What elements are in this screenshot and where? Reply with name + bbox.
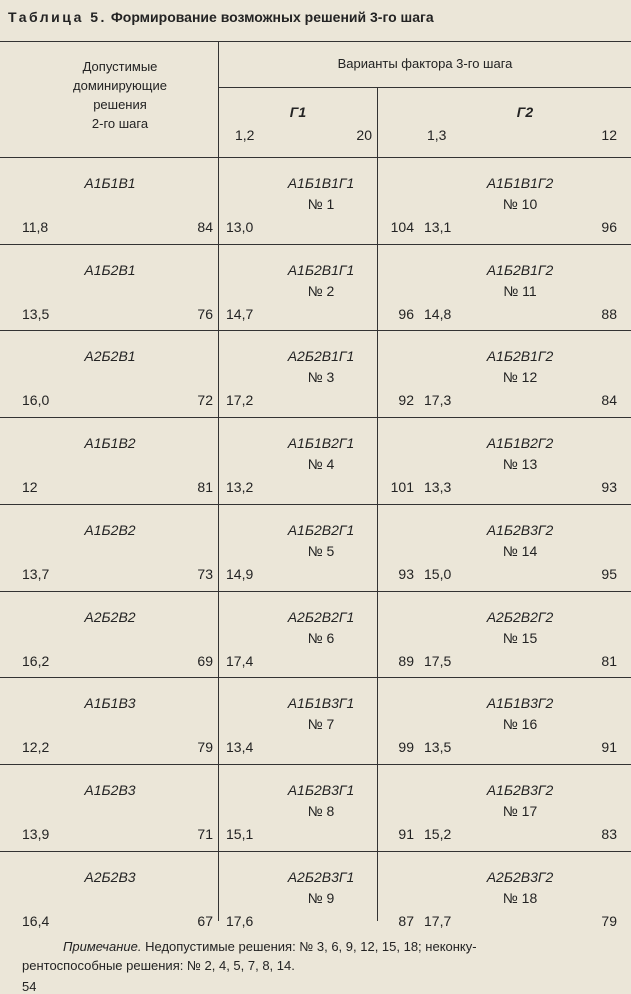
g2-combination-number: № 12 bbox=[502, 369, 538, 385]
g1-low: 17,6 bbox=[226, 913, 254, 929]
g2-combination-number: № 15 bbox=[502, 630, 538, 646]
solution-high: 73 bbox=[197, 566, 213, 582]
row-divider bbox=[0, 244, 631, 245]
header-bottom-rule bbox=[0, 157, 631, 158]
g1-combination-name: А1Б2В1Г1 bbox=[287, 262, 355, 278]
solution-high: 84 bbox=[197, 219, 213, 235]
g2-combination-name: А2Б2В3Г2 bbox=[486, 869, 554, 885]
g2-combination-name: А1Б1В2Г2 bbox=[486, 435, 554, 451]
g2-combination-number: № 18 bbox=[502, 890, 538, 906]
g2-high: 95 bbox=[601, 566, 617, 582]
table-top-rule bbox=[0, 41, 631, 42]
g1-combination-number: № 2 bbox=[307, 283, 335, 299]
g2-high: 81 bbox=[601, 653, 617, 669]
g1-high: 104 bbox=[390, 219, 414, 235]
solution-low: 12 bbox=[22, 479, 38, 495]
g1-high: 87 bbox=[398, 913, 414, 929]
solution-name: А2Б2В3 bbox=[84, 869, 136, 885]
g2-combination-number: № 16 bbox=[502, 716, 538, 732]
g1-low: 17,4 bbox=[226, 653, 254, 669]
solution-high: 72 bbox=[197, 392, 213, 408]
g2-low: 17,3 bbox=[424, 392, 452, 408]
table-note-label: Примечание. bbox=[63, 939, 142, 954]
solution-name: А2Б2В2 bbox=[84, 609, 136, 625]
g1-high: 91 bbox=[398, 826, 414, 842]
solution-high: 79 bbox=[197, 739, 213, 755]
g1-low: 13,2 bbox=[226, 479, 254, 495]
solution-low: 13,9 bbox=[22, 826, 50, 842]
g2-low: 17,5 bbox=[424, 653, 452, 669]
g2-combination-number: № 13 bbox=[502, 456, 538, 472]
solution-high: 81 bbox=[197, 479, 213, 495]
g1-low: 14,7 bbox=[226, 306, 254, 322]
g2-high: 91 bbox=[601, 739, 617, 755]
row-divider bbox=[0, 764, 631, 765]
g1-low: 13,0 bbox=[226, 219, 254, 235]
g1-low: 17,2 bbox=[226, 392, 254, 408]
solution-high: 69 bbox=[197, 653, 213, 669]
g1-low: 14,9 bbox=[226, 566, 254, 582]
solution-name: А1Б2В1 bbox=[84, 262, 136, 278]
g1-combination-number: № 3 bbox=[307, 369, 335, 385]
g1-combination-number: № 5 bbox=[307, 543, 335, 559]
g2-high: 93 bbox=[601, 479, 617, 495]
row-divider bbox=[0, 330, 631, 331]
g2-combination-name: А1Б1В3Г2 bbox=[486, 695, 554, 711]
g1-combination-name: А2Б2В2Г1 bbox=[287, 609, 355, 625]
g1-high: 89 bbox=[398, 653, 414, 669]
table-note-line2: рентоспособные решения: № 2, 4, 5, 7, 8, 14. bbox=[22, 958, 295, 973]
table-note-line1 bbox=[63, 937, 477, 956]
g2-combination-name: А1Б2В3Г2 bbox=[486, 522, 554, 538]
g2-low: 13,3 bbox=[424, 479, 452, 495]
g1-combination-name: А1Б1В1Г1 bbox=[287, 175, 355, 191]
g2-high: 79 bbox=[601, 913, 617, 929]
column-divider-main bbox=[218, 41, 219, 921]
g2-combination-name: А1Б2В1Г2 bbox=[486, 262, 554, 278]
g2-high: 96 bbox=[601, 219, 617, 235]
header-g2-high: 12 bbox=[601, 127, 617, 143]
header-col1-line: доминирующие bbox=[73, 78, 167, 93]
g1-high: 92 bbox=[398, 392, 414, 408]
g1-combination-number: № 8 bbox=[307, 803, 335, 819]
solution-low: 13,5 bbox=[22, 306, 50, 322]
row-divider bbox=[0, 504, 631, 505]
header-col1-line: Допустимые bbox=[82, 59, 158, 74]
solution-high: 67 bbox=[197, 913, 213, 929]
solution-low: 16,0 bbox=[22, 392, 50, 408]
solution-name: А1Б1В1 bbox=[84, 175, 136, 191]
row-divider bbox=[0, 591, 631, 592]
solution-low: 16,2 bbox=[22, 653, 50, 669]
g1-combination-number: № 9 bbox=[307, 890, 335, 906]
solution-low: 16,4 bbox=[22, 913, 50, 929]
page-number: 54 bbox=[22, 979, 37, 994]
solution-low: 13,7 bbox=[22, 566, 50, 582]
header-g1-low: 1,2 bbox=[235, 127, 255, 143]
header-g1-name: Г1 bbox=[289, 104, 307, 120]
g2-high: 88 bbox=[601, 306, 617, 322]
row-divider bbox=[0, 677, 631, 678]
g1-combination-name: А1Б1В3Г1 bbox=[287, 695, 355, 711]
g2-low: 14,8 bbox=[424, 306, 452, 322]
table-caption-title: Формирование возможных решений 3-го шага bbox=[110, 9, 434, 25]
header-g2-low: 1,3 bbox=[427, 127, 447, 143]
g1-high: 93 bbox=[398, 566, 414, 582]
g2-combination-number: № 14 bbox=[502, 543, 538, 559]
g1-combination-number: № 1 bbox=[307, 196, 335, 212]
header-divider-rule bbox=[219, 87, 631, 88]
g2-high: 84 bbox=[601, 392, 617, 408]
solution-name: А1Б1В3 bbox=[84, 695, 136, 711]
solution-name: А1Б2В3 bbox=[84, 782, 136, 798]
g1-high: 96 bbox=[398, 306, 414, 322]
g1-combination-name: А2Б2В3Г1 bbox=[287, 869, 355, 885]
header-col1-line: решения bbox=[93, 97, 147, 112]
g2-combination-name: А1Б2В1Г2 bbox=[486, 348, 554, 364]
g2-combination-number: № 17 bbox=[502, 803, 538, 819]
header-col1-line: 2-го шага bbox=[91, 116, 149, 131]
g2-low: 13,1 bbox=[424, 219, 452, 235]
g1-combination-name: А1Б2В2Г1 bbox=[287, 522, 355, 538]
solution-high: 76 bbox=[197, 306, 213, 322]
header-g2-name: Г2 bbox=[516, 104, 534, 120]
g1-high: 99 bbox=[398, 739, 414, 755]
g1-combination-number: № 6 bbox=[307, 630, 335, 646]
g2-high: 83 bbox=[601, 826, 617, 842]
solution-name: А2Б2В1 bbox=[84, 348, 136, 364]
g1-combination-number: № 4 bbox=[307, 456, 335, 472]
g2-low: 17,7 bbox=[424, 913, 452, 929]
g1-combination-name: А2Б2В1Г1 bbox=[287, 348, 355, 364]
g1-low: 13,4 bbox=[226, 739, 254, 755]
g2-combination-name: А1Б1В1Г2 bbox=[486, 175, 554, 191]
g2-low: 13,5 bbox=[424, 739, 452, 755]
table-caption bbox=[8, 9, 434, 25]
g1-low: 15,1 bbox=[226, 826, 254, 842]
table-caption-number: Таблица 5. bbox=[8, 9, 107, 25]
row-divider bbox=[0, 851, 631, 852]
row-divider bbox=[0, 417, 631, 418]
header-variants-title: Варианты фактора 3-го шага bbox=[337, 56, 513, 71]
g1-combination-name: А1Б1В2Г1 bbox=[287, 435, 355, 451]
g1-high: 101 bbox=[390, 479, 414, 495]
header-g1-high: 20 bbox=[356, 127, 372, 143]
g1-combination-number: № 7 bbox=[307, 716, 335, 732]
g1-combination-name: А1Б2В3Г1 bbox=[287, 782, 355, 798]
solution-low: 11,8 bbox=[22, 219, 49, 235]
g2-low: 15,0 bbox=[424, 566, 452, 582]
g2-combination-number: № 11 bbox=[503, 283, 537, 299]
solution-high: 71 bbox=[197, 826, 213, 842]
solution-name: А1Б2В2 bbox=[84, 522, 136, 538]
g2-low: 15,2 bbox=[424, 826, 452, 842]
g2-combination-name: А1Б2В3Г2 bbox=[486, 782, 554, 798]
solution-name: А1Б1В2 bbox=[84, 435, 136, 451]
table-note-text1: Недопустимые решения: № 3, 6, 9, 12, 15, 18; неконку- bbox=[145, 939, 477, 954]
solution-low: 12,2 bbox=[22, 739, 50, 755]
g2-combination-name: А2Б2В2Г2 bbox=[486, 609, 554, 625]
g2-combination-number: № 10 bbox=[502, 196, 538, 212]
header-col1 bbox=[40, 57, 200, 133]
